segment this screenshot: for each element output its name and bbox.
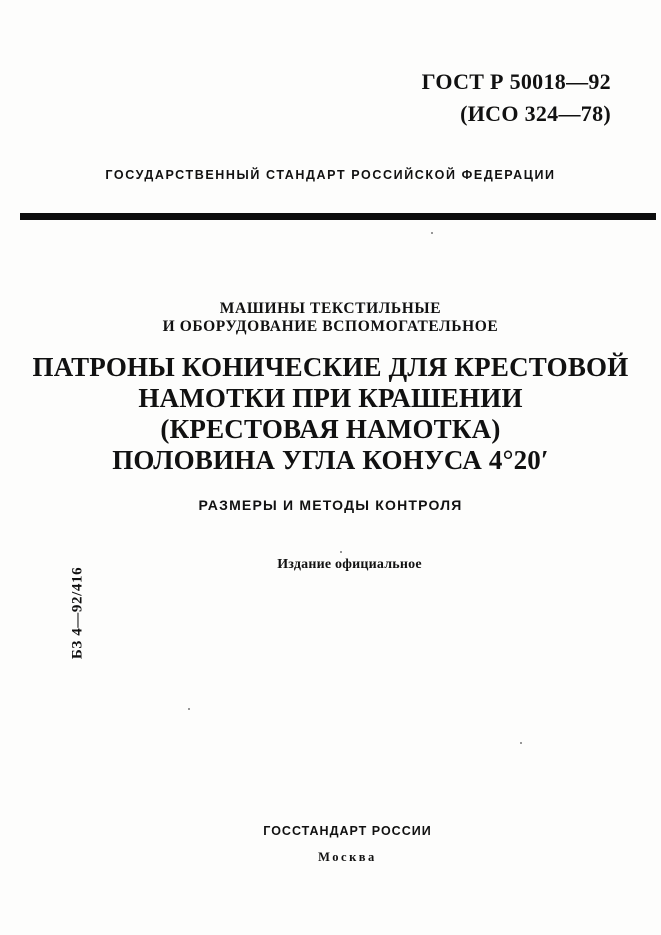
scan-speck [431, 232, 433, 234]
edition-note: Издание официальное [277, 557, 422, 572]
title-line-1: ПАТРОНЫ КОНИЧЕСКИЕ ДЛЯ КРЕСТОВОЙ [32, 352, 629, 382]
state-standard-heading: ГОСУДАРСТВЕННЫЙ СТАНДАРТ РОССИЙСКОЙ ФЕДЕРАЦИИ [105, 168, 556, 182]
document-subtitle: РАЗМЕРЫ И МЕТОДЫ КОНТРОЛЯ [198, 497, 463, 513]
header-divider [20, 213, 656, 220]
category-line-1: МАШИНЫ ТЕКСТИЛЬНЫЕ [219, 300, 442, 317]
side-code: БЗ 4—92/416 [69, 566, 86, 660]
publisher-name: ГОССТАНДАРТ РОССИИ [263, 824, 432, 838]
scan-speck [520, 742, 522, 744]
iso-reference: (ИСО 324—78) [460, 101, 611, 126]
document-title [0, 352, 661, 476]
standard-number: ГОСТ Р 50018—92 [421, 69, 611, 94]
title-line-2: НАМОТКИ ПРИ КРАШЕНИИ [138, 383, 523, 413]
title-line-3: (КРЕСТОВАЯ НАМОТКА) [160, 414, 501, 444]
category-line-2: И ОБОРУДОВАНИЕ ВСПОМОГАТЕЛЬНОЕ [162, 318, 499, 335]
category-heading [0, 300, 661, 336]
standard-designation [422, 66, 611, 130]
scan-speck [188, 708, 190, 710]
publisher-city: Москва [318, 850, 377, 864]
title-line-4: ПОЛОВИНА УГЛА КОНУСА 4°20′ [112, 445, 549, 475]
scan-speck [340, 551, 342, 553]
